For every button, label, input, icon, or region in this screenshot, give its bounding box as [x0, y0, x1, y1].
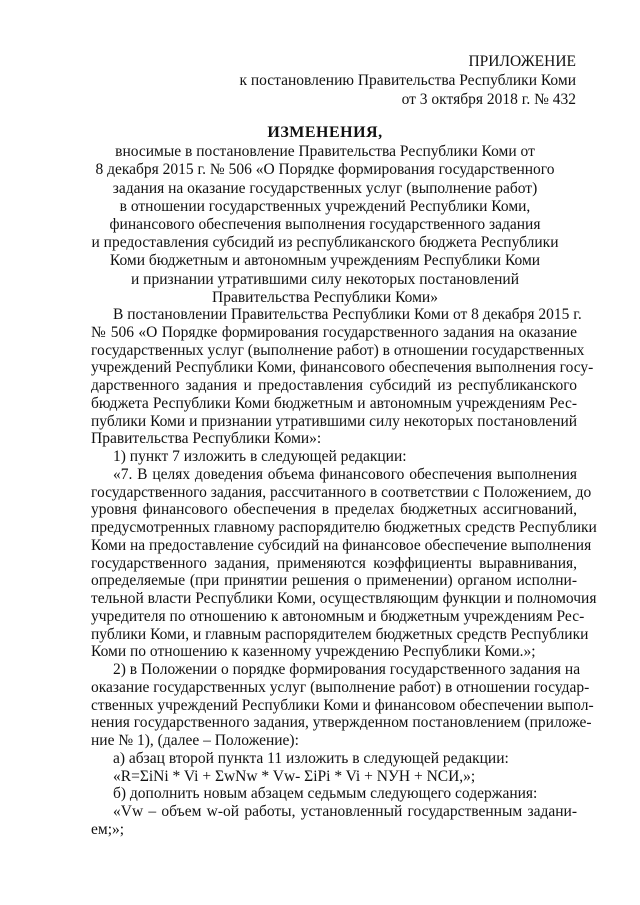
- body-line: оказание государственных услуг (выполнение работ) в отношении государ-: [91, 678, 590, 696]
- body-line: б) дополнить новым абзацем седьмым следующего содержания:: [113, 785, 538, 803]
- body-line: тельной власти Республики Коми, осуществляющим функции и полномочия: [91, 590, 597, 607]
- body-line: предусмотренных главному распорядителю бюджетных средств Республики: [91, 519, 597, 536]
- body-line: ем;»;: [91, 820, 125, 838]
- appendix-date: от 3 октября 2018 г. № 432: [401, 91, 576, 108]
- title-line: в отношении государственных учреждений Республики Коми,: [119, 197, 531, 215]
- title-line: 8 декабря 2015 г. № 506 «О Порядке формирования государственного: [95, 161, 555, 179]
- body-line: бюджета Республики Коми бюджетным и автономным учреждениям Рес-: [91, 394, 577, 412]
- body-line: ственных учреждений Республики Коми и финансовом обеспечении выпол-: [91, 696, 594, 714]
- body-line: дарственного задания и предоставления субсидий из республиканского: [91, 377, 577, 394]
- title-heading: ИЗМЕНЕНИЯ,: [267, 124, 383, 141]
- body-line: Коми по отношению к казенному учреждению Республики Коми.»;: [91, 643, 536, 661]
- body-line: «Vw – объем w-ой работы, установленный государственным задани-: [113, 803, 577, 820]
- body-line: № 506 «О Порядке формирования государственного задания на оказание: [91, 323, 577, 341]
- document-body: [91, 306, 597, 839]
- body-line: государственного задания, рассчитанного в соответствии с Положением, до: [91, 483, 592, 501]
- body-line: «7. В целях доведения объема финансового обеспечения выполнения: [113, 465, 577, 483]
- title-line: и предоставления субсидий из республиканского бюджета Республики: [91, 234, 559, 252]
- title-line: и признании утратившими силу некоторых постановлений: [130, 270, 520, 288]
- appendix-reference: к постановлению Правительства Республики Коми: [239, 72, 576, 89]
- title-line: Правительства Республики Коми»: [212, 288, 438, 306]
- body-line: уровня финансового обеспечения в пределах бюджетных ассигнований,: [91, 501, 577, 519]
- title-line: задания на оказание государственных услуг (выполнение работ): [112, 179, 538, 197]
- body-line: Правительства Республики Коми»:: [91, 430, 322, 448]
- title-line: вносимые в постановление Правительства Республики Коми от: [115, 143, 535, 161]
- body-line: определяемые (при принятии решения о применении) органом исполни-: [91, 572, 577, 590]
- body-line: публики Коми и признании утратившими силу некоторых постановлений: [91, 412, 578, 430]
- body-line: Коми на предоставление субсидий на финансовое обеспечение выполнения: [91, 536, 592, 554]
- body-line: В постановлении Правительства Республики Коми от 8 декабря 2015 г.: [113, 306, 582, 323]
- title-line: финансового обеспечения выполнения государственного задания: [109, 216, 541, 234]
- body-line: учредителя по отношению к автономным и бюджетным учреждениям Рес-: [91, 607, 585, 625]
- document-title: [80, 124, 570, 307]
- body-line: а) абзац второй пункта 11 изложить в следующей редакции:: [113, 749, 509, 767]
- body-line: нения государственного задания, утвержденном постановлением (приложе-: [91, 714, 592, 732]
- body-line: «R=ΣiNi * Vi + ΣwNw * Vw- ΣiPi * Vi + NУН + NСИ,»;: [113, 767, 476, 785]
- body-line: 1) пункт 7 изложить в следующей редакции:: [113, 448, 407, 465]
- body-line: публики Коми, и главным распорядителем бюджетных средств Республики: [91, 625, 589, 643]
- body-line: учреждений Республики Коми, финансового обеспечения выполнения госу-: [91, 359, 594, 377]
- appendix-title: ПРИЛОЖЕНИЕ: [468, 53, 576, 70]
- title-line: Коми бюджетным и автономным учреждениям Республики Коми: [109, 252, 541, 270]
- body-line: государственных услуг (выполнение работ) в отношении государственных: [91, 341, 585, 359]
- appendix-header: [196, 52, 576, 109]
- body-line: 2) в Положении о порядке формирования государственного задания на: [113, 661, 581, 678]
- body-line: ние № 1), (далее – Положение):: [91, 732, 299, 749]
- body-line: государственного задания, применяются коэффициенты выравнивания,: [91, 554, 577, 572]
